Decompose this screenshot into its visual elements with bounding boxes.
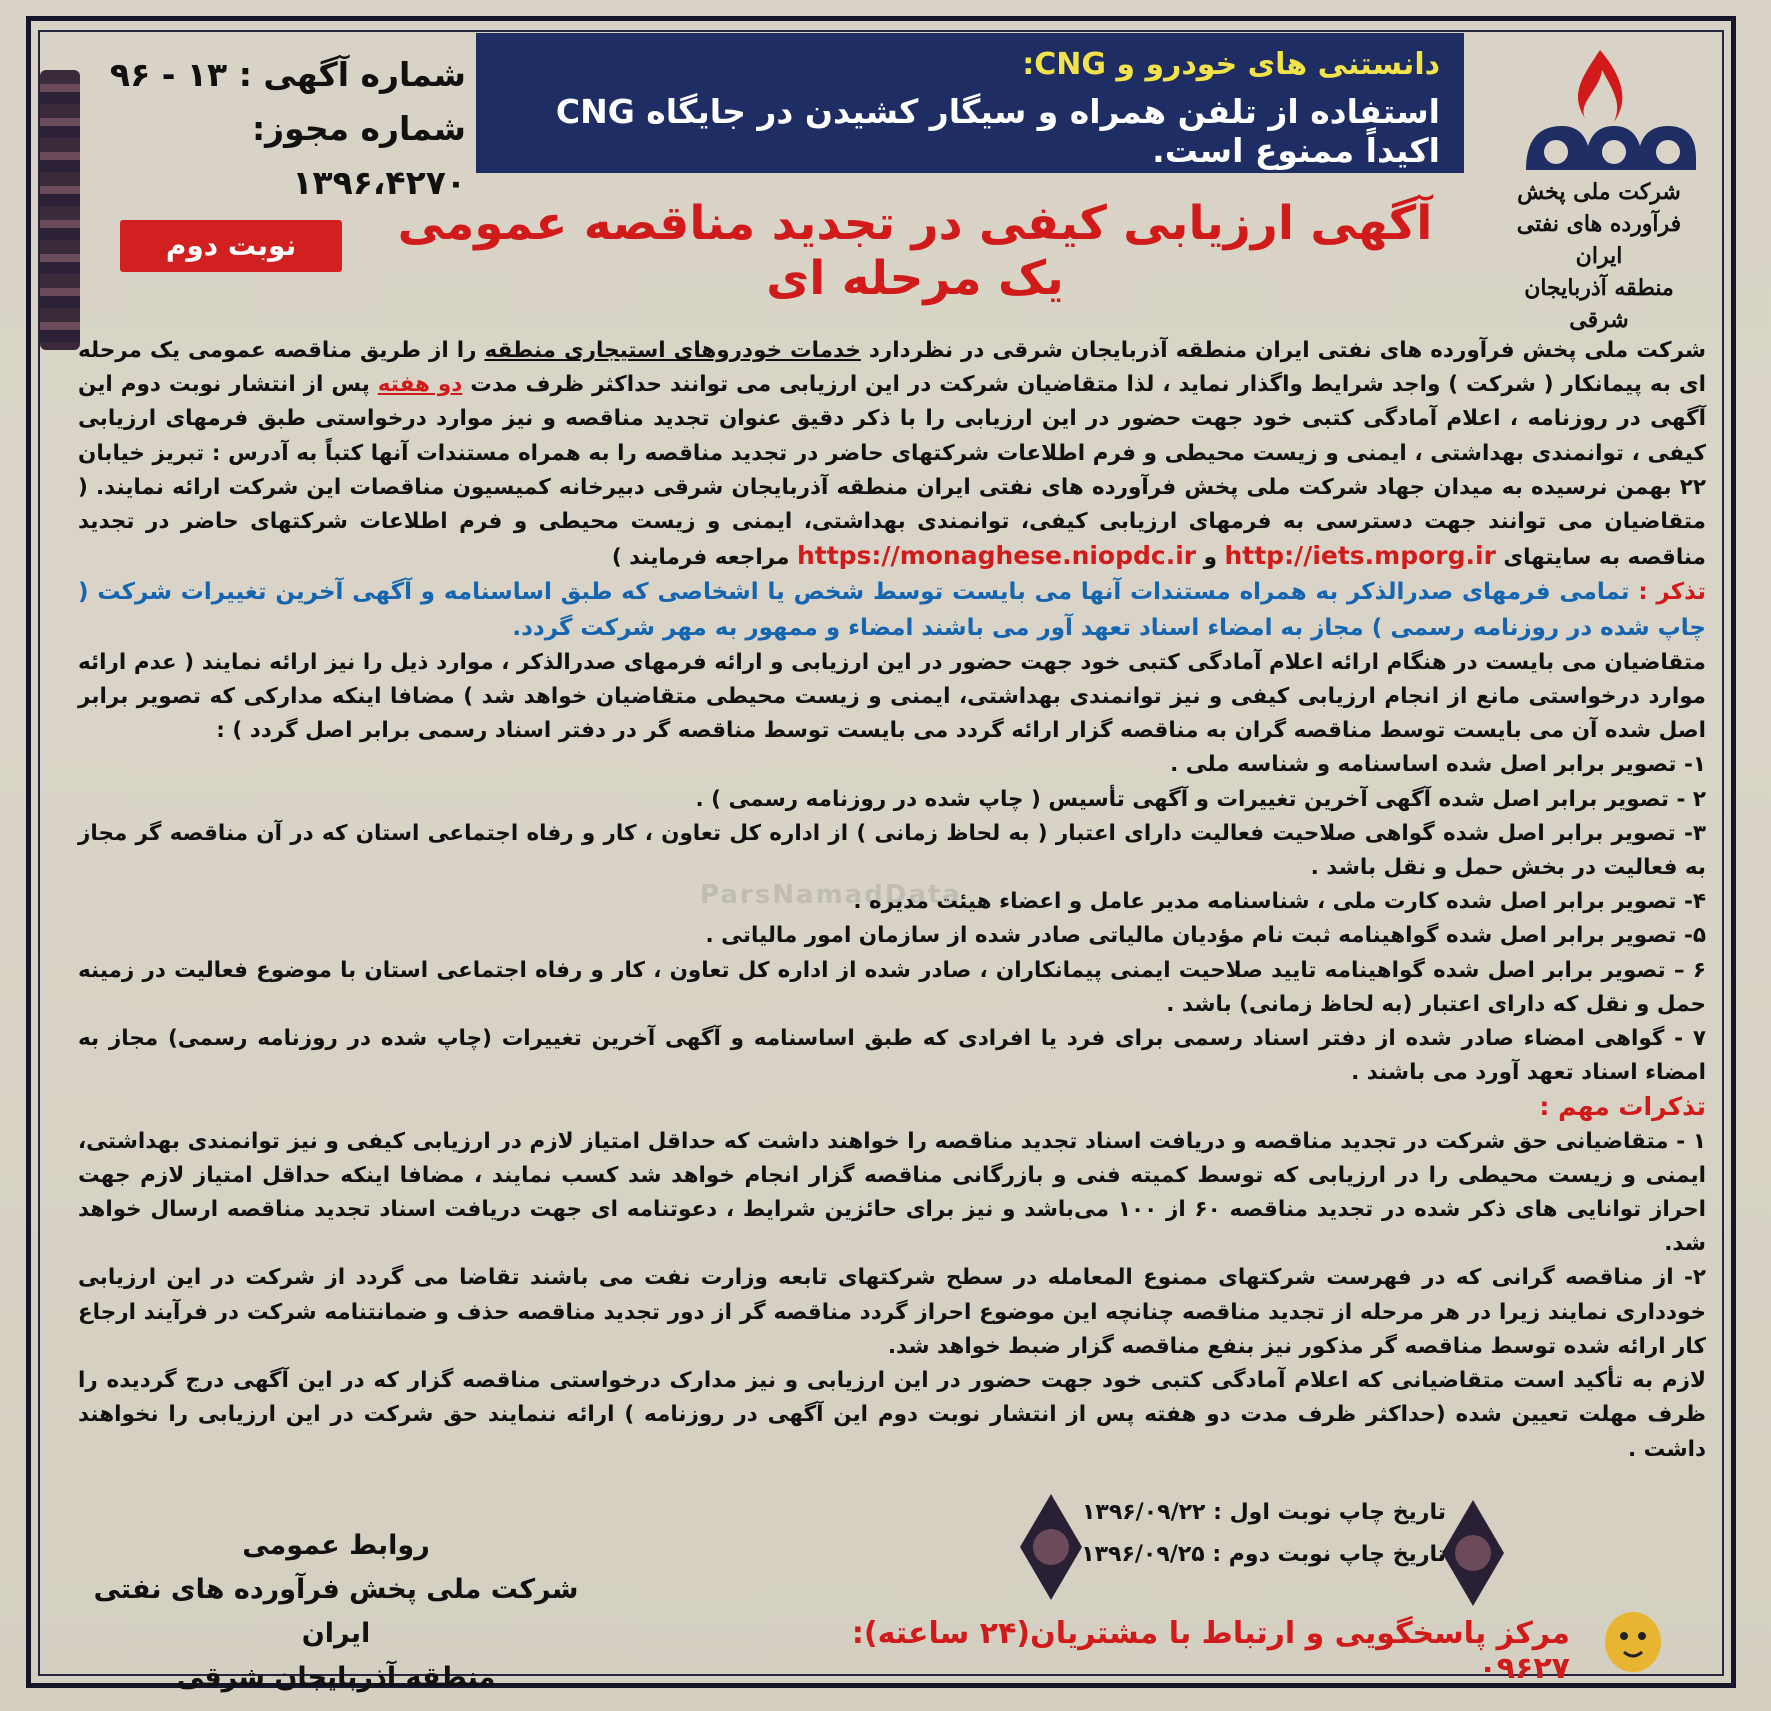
intro-duration: دو هفته (377, 372, 463, 398)
note-label: تذکر : (1638, 579, 1706, 606)
signature-block (76, 1524, 596, 1700)
link-monaghese[interactable]: https://monaghese.niopdc.ir (796, 541, 1197, 571)
ornament-strip (40, 70, 80, 350)
round-badge: نوبت دوم (120, 220, 342, 272)
document-item: ۳- تصویر برابر اصل شده گواهی صلاحیت فعالیت دارای اعتبار ( به لحاظ زمانی ) از اداره کل تعاون ، کار و رفاه اجتماعی استان که در آن مناقصه گر مجاز به فعالیت در بخش حمل و نقل باشد . (78, 820, 1706, 881)
intro-text-b: را از طریق مناقصه عمومی یک مرحله ای به پیمانکار ( شرکت ) واجد شرایط واگذار نماید ، لذا متقاضیان شرکت در این ارزیابی می توانند حداکثر ظرف مدت (78, 338, 1706, 398)
signature-company: شرکت ملی پخش فرآورده های نفتی ایران (93, 1574, 579, 1649)
intro-text-c: پس از انتشار نوبت دوم این آگهی در روزنامه ، اعلام آمادگی کتبی خود جهت حضور در این ارزیابی را با ذکر دقیق عنوان تجدید مناقصه و نیز موارد درخواستی طبق فرمهای ارزیابی کیفی ، توانمندی بهداشتی ، ایمنی و زیست محیطی و فرم اطلاعات شرکتهای حاضر در تجدید مناقصه را به همراه مستندات آنها کتباً به آدرس : تبریز خیابان ۲۲ بهمن نرسیده به میدان جهاد شرکت ملی پخش فرآورده های نفتی ایران منطقه آذربایجان شرقی دبیرخانه کمیسیون مناقصات این شرکت ارائه نمایند. ( متقاضیان می توانند جهت دسترسی به فرمهای ارزیابی کیفی، توانمندی بهداشتی، ایمنی و زیست محیطی و فرم اطلاعات شرکتهای حاضر در تجدید مناقصه به سایتهای (78, 372, 1706, 571)
first-print-date: تاریخ چاپ نوبت اول : ۱۳۹۶/۰۹/۲۲ (1081, 1500, 1446, 1525)
intro-text-d: مراجعه فرمایند ) (611, 545, 797, 571)
important-item: ۲- از مناقصه گرانی که در فهرست شرکتهای ممنوع المعامله در سطح شرکتهای تابعه وزارت نفت می باشند تقاضا می گردد از شرکت در این ارزیابی خودداری نمایند زیرا در هر مرحله از تجدید مناقصه چنانچه این موضوع احراز گردد مناقصه گر از دور تجدید مناقصه حذف و ضمانتنامه شرکت در فرآیند ارجاع کار ارائه شده توسط مناقصه گر مذکور نیز بنفع مناقصه گزار ضبط خواهد شد. (78, 1265, 1706, 1359)
document-item: ۲ - تصویر برابر اصل شده آگهی آخرین تغییرات و آگهی تأسیس ( چاپ شده در روزنامه رسمی ) . (695, 786, 1706, 812)
ad-number: شماره آگهی : ۱۳ - ۹۶ (109, 55, 466, 94)
intro-subject: خدمات خودروهای استیجاری منطقه (484, 338, 861, 363)
seal-ornament-icon (1020, 1494, 1082, 1600)
important-title: تذکرات مهم : (1539, 1092, 1706, 1122)
print-dates (1080, 1492, 1446, 1576)
document-item: ۵- تصویر برابر اصل شده گواهینامه ثبت نام مؤدیان مالیاتی صادر شده از سازمان امور مالیاتی . (705, 923, 1706, 949)
documents-intro: متقاضیان می بایست در هنگام ارائه اعلام آمادگی کتبی خود جهت حضور در این ارزیابی و ارائه فرمهای صدرالذکر ، موارد ذیل را نیز ارائه نمایند ( عدم ارائه موارد درخواستی مانع از انجام ارزیابی کیفی و نیز توانمندی بهداشتی، ایمنی و زیست محیطی متقاضیان خواهد شد ) مضافا اینکه مدارکی که تصویر برابر اصل شده آن می بایست توسط مناقصه گران به مناقصه گزار ارائه گردد می بایست توسط مناقصه گر در دفتر اسناد رسمی برابر اصل گردد ) : (78, 649, 1706, 744)
note-paragraph (78, 575, 1706, 645)
intro-text-a: شرکت ملی پخش فرآورده های نفتی ایران منطقه آذربایجان شرقی در نظردارد (860, 338, 1706, 363)
ad-title: آگهی ارزیابی کیفی در تجدید مناقصه عمومی یک مرحله ای (397, 196, 1433, 306)
ad-body (78, 334, 1706, 1467)
document-item: ۶ – تصویر برابر اصل شده گواهینامه تایید صلاحیت ایمنی پیمانکاران ، صادر شده از اداره کل تعاون ، کار و رفاه اجتماعی استان با موضوع فعالیت در زمینه حمل و نقل که دارای اعتبار (به لحاظ زمانی) باشد . (78, 957, 1706, 1017)
second-print-date: تاریخ چاپ نوبت دوم : ۱۳۹۶/۰۹/۲۵ (1081, 1542, 1446, 1567)
document-item: ۱- تصویر برابر اصل شده اساسنامه و شناسه ملی . (1170, 752, 1706, 778)
watermark: ParsNamadData (700, 880, 962, 910)
permit-number: شماره مجوز: ۱۳۹۶،۴۲۷۰ (251, 109, 466, 202)
cng-notice-title: دانستنی های خودرو و CNG: (1022, 47, 1440, 82)
seal-ornament-icon (1442, 1500, 1504, 1606)
customer-hotline: مرکز پاسخگویی و ارتباط با مشتریان(۲۴ ساعته): ۰۹۶۲۷ (851, 1616, 1570, 1686)
intro-paragraph (78, 334, 1706, 575)
cng-notice-banner (476, 33, 1464, 173)
intro-and: و (1196, 545, 1225, 571)
signature-region: منطقه آذربایجان شرقی (176, 1662, 496, 1693)
document-item: ۷ - گواهی امضاء صادر شده از دفتر اسناد رسمی برای فرد یا افرادی که طبق اساسنامه و آگهی آخرین تغییرات (چاپ شده در روزنامه رسمی) مجاز به امضاء اسناد تعهد آورد می باشند . (78, 1026, 1706, 1086)
link-iets[interactable]: http://iets.mporg.ir (1224, 541, 1496, 571)
logo-caption (1492, 176, 1706, 336)
logo-caption-company: شرکت ملی پخش فرآورده های نفتی ایران (1516, 179, 1682, 269)
important-item: ۱ - متقاضیانی حق شرکت در تجدید مناقصه و دریافت اسناد تجدید مناقصه را خواهند داشت که حداقل امتیاز لازم در ارزیابی کیفی و نیز توانمندی بهداشتی، ایمنی و زیست محیطی را در ارزیابی که توسط کمیته فنی و بازرگانی مناقصه گزار انجام خواهد شد کسب نمایند ، مضافا اینکه حداقل امتیاز لازم جهت احراز توانایی های ذکر شده در تجدید مناقصه ۶۰ از ۱۰۰ می‌باشد و نیز برای حائزین شرایط ، دعوتنامه ای جهت دریافت اسناد تجدید مناقصه ارسال خواهد شد. (78, 1128, 1707, 1257)
ad-number-block (86, 48, 466, 210)
closing-paragraph: لازم به تأکید است متقاضیانی که اعلام آمادگی کتبی خود جهت حضور در این ارزیابی و نیز مدارک درخواستی مناقصه گزار که در این آگهی درج گردیده را ظرف مهلت تعیین شده (حداکثر ظرف مدت دو هفته پس از انتشار نوبت دوم این آگهی در روزنامه ) ارائه ننمایند حق شرکت در این ارزیابی را نخواهند داشت . (78, 1368, 1706, 1462)
mascot-icon (1588, 1598, 1678, 1678)
cng-notice-text: استفاده از تلفن همراه و سیگار کشیدن در جایگاه CNG اکیداً ممنوع است. (555, 92, 1440, 170)
note-text: تمامی فرمهای صدرالذکر به همراه مستندات آنها می بایست توسط شخص یا اشخاصی که طبق اساسنامه و آگهی آخرین تغییرات شرکت ( چاپ شده در روزنامه رسمی ) مجاز به امضاء اسناد تعهد آور می باشند امضاء و ممهور به مهر شرکت گردد. (78, 579, 1706, 641)
document-item: ۴- تصویر برابر اصل شده کارت ملی ، شناسنامه مدیر عامل و اعضاء هیئت مدیره . (853, 889, 1706, 915)
signature-dept: روابط عمومی (242, 1530, 430, 1561)
logo-caption-region: منطقه آذربایجان شرقی (1524, 275, 1674, 333)
